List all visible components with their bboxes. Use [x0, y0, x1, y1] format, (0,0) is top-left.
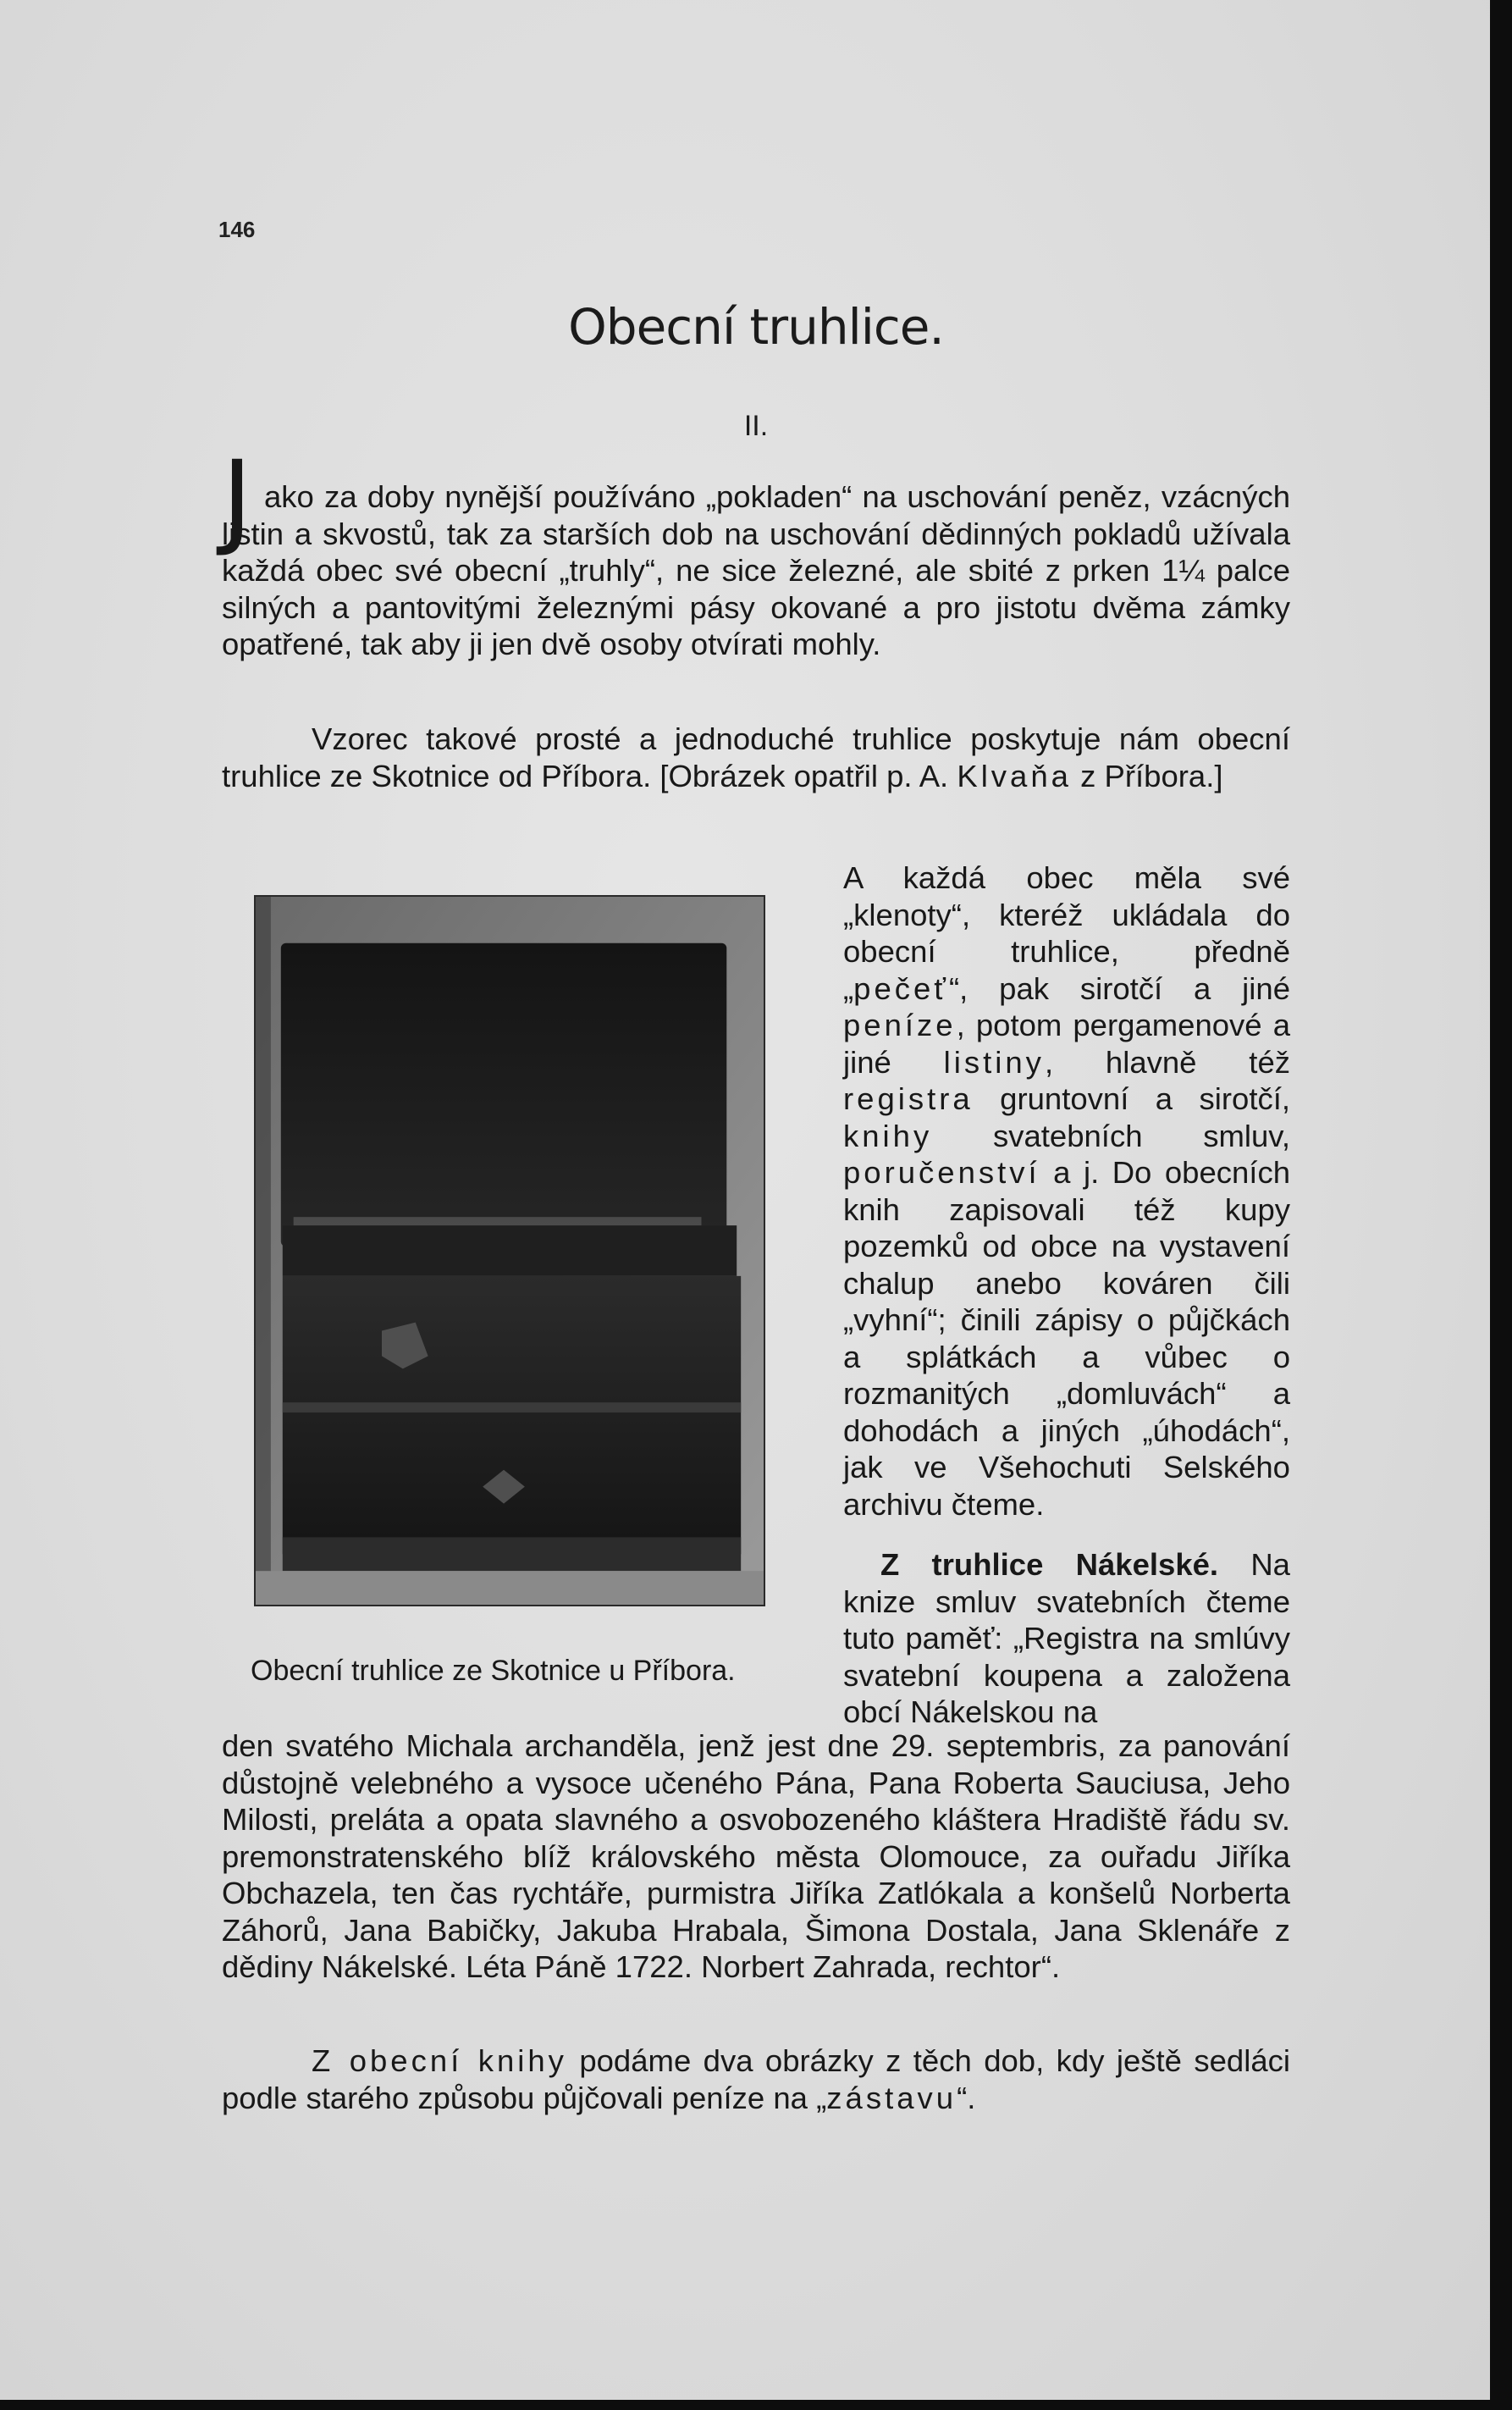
emph-knihy: knihy [843, 1118, 933, 1153]
emph-zastavu: zástavu [826, 2080, 957, 2115]
last-text-1: podáme dva obrázky z těch dob, kdy ještě sedláci podle starého způsobu půjčovali peníze na „ [222, 2043, 1290, 2115]
emph-poruccenstvi: poručenství [843, 1155, 1040, 1190]
side-column-paragraph [843, 860, 1290, 1523]
nakelske-text: Na knize smluv svatebních čteme tuto paměť: „Registra na smlúvy svatební koupena a založena obcí Nákelskou na [843, 1547, 1290, 1729]
side-text-2: “, pak sirotčí a jiné [949, 970, 1290, 1006]
last-text-2: “. [957, 2080, 976, 2115]
last-paragraph [222, 2042, 1290, 2116]
side-text-6: svatebních smluv, [932, 1118, 1290, 1153]
part-number: II. [743, 410, 769, 442]
intro-paragraph: ako za doby nynější používáno „pokladen“ na uschování peněz, vzácných listin a skvostů, tak za starších dob na uschování dědinných pokladů užívala každá obec své obecní „truhly“, ne sice železné, ale sbité z prken 1¼ palce silných a pantovitými železnými pásy okované a pro jistotu dvěma zámky opatřené, tak aby ji jen dvě osoby otvírati mohly. [222, 479, 1290, 661]
emph-listiny: listiny [943, 1044, 1045, 1080]
drop-cap: J [222, 439, 252, 559]
side-text-7: a j. Do obecních knih zapisovali též kupy pozemků od obce na vystavení chalup anebo kováren čili „vyhní“; činili zápisy o půjčkách a splátkách a vůbec o rozmanitých „domluvách“ a dohodách a jiných „úhodách“, jak ve Všehochuti Selského archivu čteme. [843, 1155, 1290, 1522]
emph-penize: peníze [843, 1008, 957, 1042]
section-heading: Z truhlice Nákelské. [880, 1547, 1219, 1582]
side-text-1: A každá obec měla své „klenoty“, kteréž ukládala do obecní truhlice, předně „ [843, 860, 1290, 1006]
chest-photo [254, 895, 765, 1606]
person-name: Klvaňa [957, 758, 1072, 793]
emph-z-obecni-knihy: Z obecní knihy [312, 2043, 567, 2078]
paragraph-source-text: Vzorec takové prosté a jednoduché truhlice poskytuje nám obecní truhlice ze Skotnice od Příbora. [Obrázek opatřil p. A. [222, 721, 1290, 793]
photo-caption: Obecní truhlice ze Skotnice u Příbora. [251, 1655, 736, 1687]
page-title: Obecní truhlice. [568, 298, 944, 356]
side-text-5: gruntovní a sirotčí, [973, 1081, 1290, 1116]
nakelske-paragraph [843, 1546, 1290, 1731]
emph-pecet: pečeť [853, 970, 949, 1006]
paragraph-source [222, 721, 1290, 794]
page-number: 146 [218, 217, 256, 242]
paragraph-source-end: z Příbora.] [1080, 758, 1223, 793]
side-text-4: , hlavně též [1044, 1044, 1290, 1080]
side-text-3: , potom pergamenové a jiné [843, 1008, 1290, 1080]
wooden-chest-image [256, 897, 764, 1605]
emph-registra: registra [843, 1081, 974, 1116]
nakelske-continuation: den svatého Michala archanděla, jenž jest dne 29. septembris, za panování důstojně velebného a vysoce učeného Pána, Pana Roberta Sauciusa, Jeho Milosti, preláta a opata slavného a osvobozeného kláštera Hradiště řádu sv. premonstratenského blíž královského města Olomouce, za ouřadu Jiříka Obchazela, ten čas rychtáře, purmistra Jiříka Zatlókala a konšelů Norberta Záhorů, Jana Babičky, Jakuba Hrabala, Šimona Dostala, Jana Sklenáře z dědiny Nákelské. Léta Páně 1722. Norbert Zahrada, rechtor“. [222, 1728, 1290, 1984]
